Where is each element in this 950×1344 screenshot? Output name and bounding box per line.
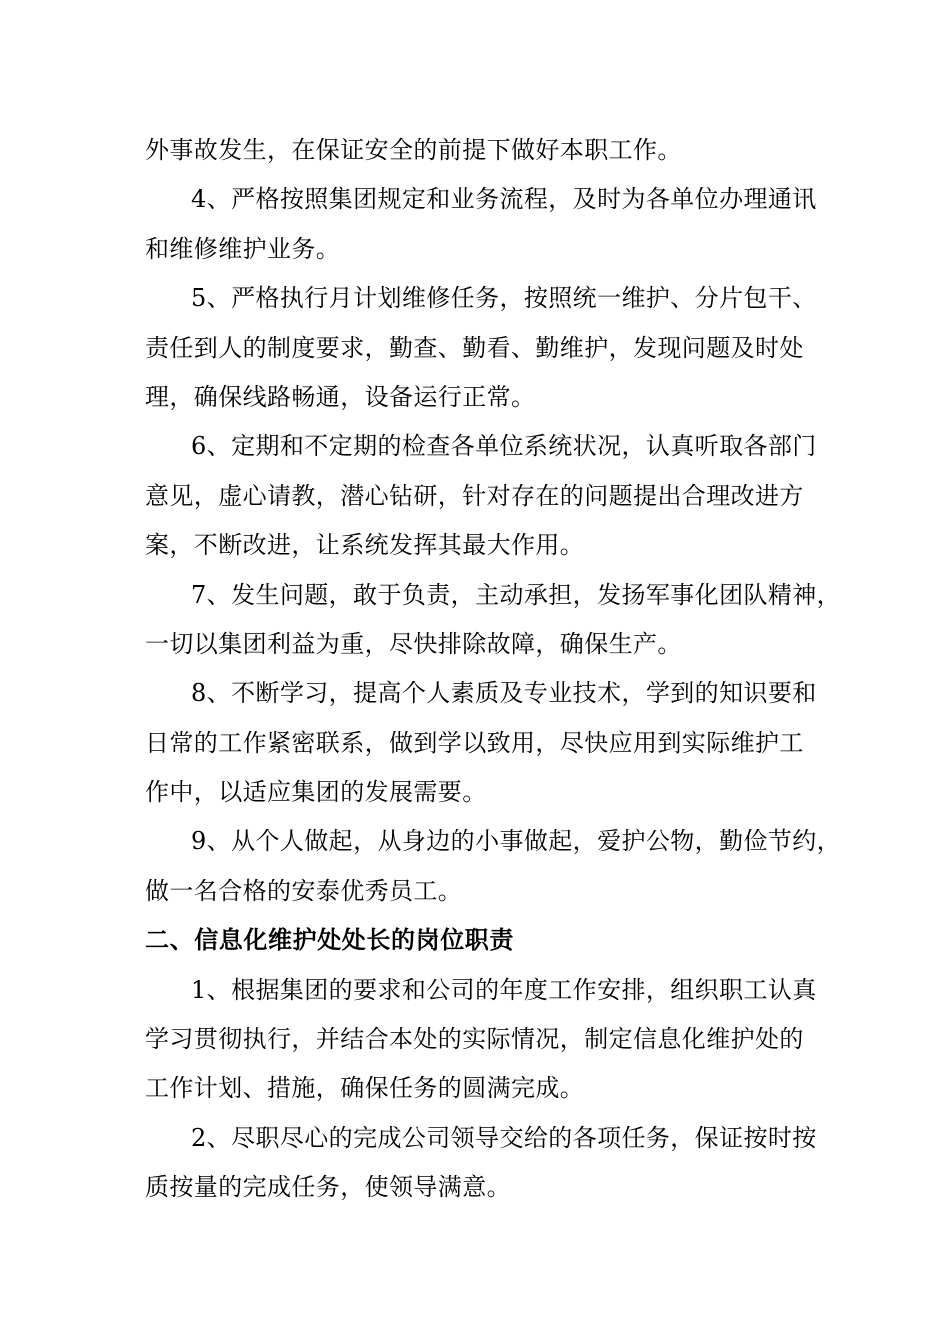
paragraph-continuation [145,126,815,175]
text-line: 一切以集团利益为重，尽快排除故障，确保生产。 [145,629,682,658]
document-body [145,126,842,1213]
text-line: 案，不断改进，让系统发挥其最大作用。 [145,531,585,560]
text-line: 工作计划、措施，确保任务的圆满完成。 [145,1074,585,1103]
paragraph-item-5 [145,274,815,422]
text-line: 4、严格按照集团规定和业务流程，及时为各单位办理通讯 [191,185,817,214]
text-line: 学习贯彻执行，并结合本处的实际情况，制定信息化维护处的 [145,1025,804,1054]
text-line: 和维修维护业务。 [145,234,341,263]
paragraph-item-9 [145,817,842,916]
paragraph-item-7 [145,571,842,670]
text-line: 2、尽职尽心的完成公司领导交给的各项任务，保证按时按 [191,1123,817,1152]
text-line: 1、根据集团的要求和公司的年度工作安排，组织职工认真 [191,975,817,1004]
paragraph-item-8 [145,669,815,817]
text-line: 作中，以适应集团的发展需要。 [145,778,487,807]
text-line: 理，确保线路畅通，设备运行正常。 [145,382,536,411]
text-line: 外事故发生，在保证安全的前提下做好本职工作。 [145,136,682,164]
text-line: 责任到人的制度要求，勤查、勤看、勤维护，发现问题及时处 [145,333,804,362]
paragraph-item-4 [145,175,815,274]
text-line: 8、不断学习，提高个人素质及专业技术，学到的知识要和 [191,679,817,708]
paragraph-item-1 [145,966,815,1114]
paragraph-item-6 [145,422,815,570]
text-line: 6、定期和不定期的检查各单位系统状况，认真听取各部门 [191,432,817,461]
text-line: 7、发生问题，敢于负责，主动承担，发扬军事化团队精神， [191,580,842,609]
text-line: 意见，虚心请教，潜心钻研，针对存在的问题提出合理改进方 [145,481,804,510]
text-line: 做一名合格的安泰优秀员工。 [145,876,463,905]
section-heading: 二、信息化维护处处长的岗位职责 [145,926,514,955]
text-line: 9、从个人做起，从身边的小事做起，爱护公物，勤俭节约， [191,827,842,856]
text-line: 日常的工作紧密联系，做到学以致用，尽快应用到实际维护工 [145,728,804,757]
text-line: 5、严格执行月计划维修任务，按照统一维护、分片包干、 [191,284,817,313]
text-line: 质按量的完成任务，使领导满意。 [145,1173,511,1202]
paragraph-item-2 [145,1114,815,1213]
